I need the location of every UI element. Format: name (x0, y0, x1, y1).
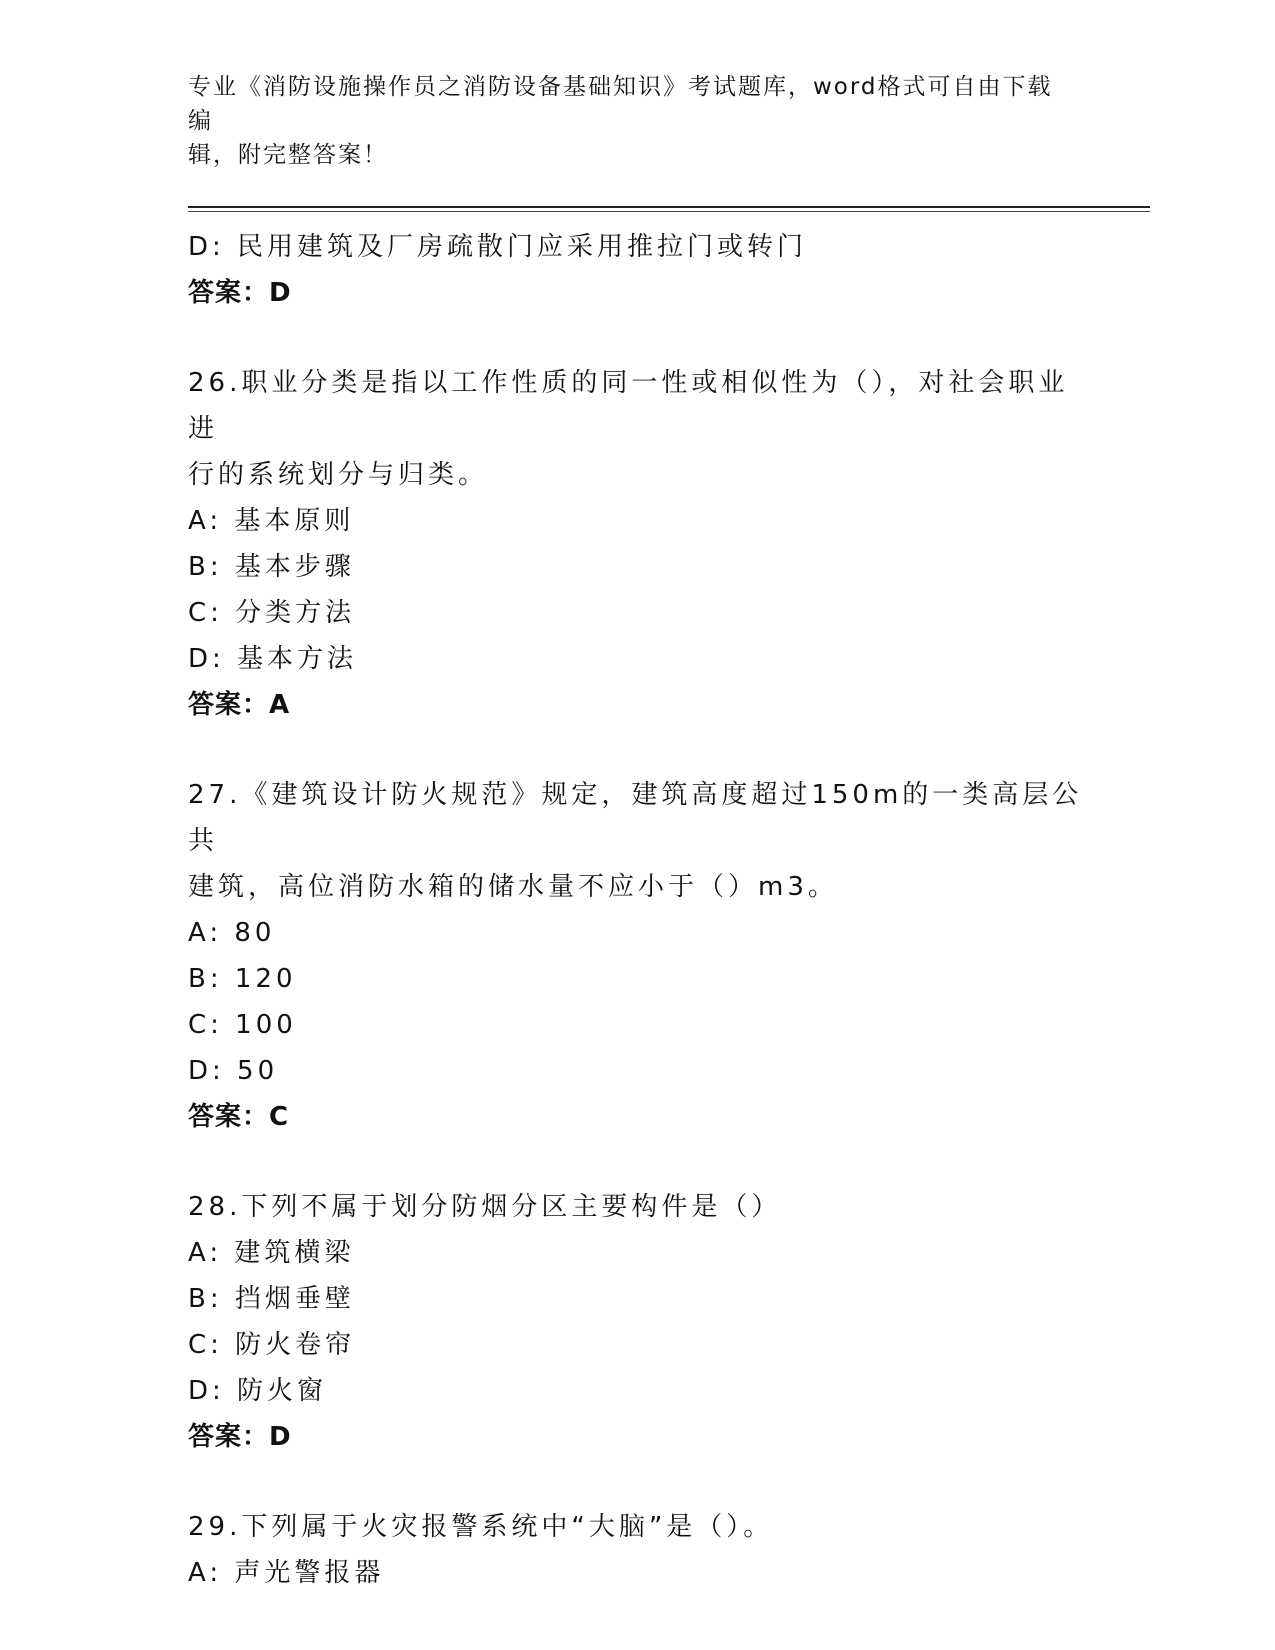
option-d: D: 防火窗 (188, 1376, 328, 1406)
option-c: C: 分类方法 (188, 598, 356, 628)
option-d: D: 50 (188, 1056, 279, 1086)
answer: 答案：D (188, 278, 292, 308)
option-b: B: 120 (188, 964, 297, 994)
option-a: A: 声光警报器 (188, 1558, 385, 1588)
question-text-line-1: 28.下列不属于划分防烟分区主要构件是（） (188, 1192, 782, 1222)
option-a: A: 基本原则 (188, 506, 355, 536)
question-list (188, 224, 1148, 1596)
header-line-2: 辑，附完整答案！ (188, 142, 388, 168)
option-b: B: 基本步骤 (188, 552, 355, 582)
document-header (188, 70, 1148, 172)
option-b: B: 挡烟垂壁 (188, 1284, 355, 1314)
question-text-line-1: 29.下列属于火灾报警系统中“大脑”是（）。 (188, 1512, 774, 1542)
header-line-1: 专业《消防设施操作员之消防设备基础知识》考试题库，word格式可自由下载编 (188, 74, 1053, 134)
option-c: C: 100 (188, 1010, 297, 1040)
option-d: D: 基本方法 (188, 644, 358, 674)
question-28 (188, 1184, 1148, 1460)
question-26 (188, 360, 1148, 728)
option-d: D: 民用建筑及厂房疏散门应采用推拉门或转门 (188, 232, 808, 262)
question-text-line-2: 行的系统划分与归类。 (188, 460, 489, 490)
answer: 答案：C (188, 1102, 290, 1132)
question-text-line-2: 建筑，高位消防水箱的储水量不应小于（）m3。 (188, 872, 838, 902)
question-27 (188, 772, 1148, 1140)
answer: 答案：D (188, 1422, 292, 1452)
option-a: A: 80 (188, 918, 276, 948)
question-29 (188, 1504, 1148, 1596)
answer: 答案：A (188, 690, 291, 720)
question-25-tail (188, 224, 1148, 316)
option-a: A: 建筑横梁 (188, 1238, 355, 1268)
question-text-line-1: 26.职业分类是指以工作性质的同一性或相似性为（），对社会职业进 (188, 368, 1069, 444)
document-page (188, 70, 1148, 1596)
option-c: C: 防火卷帘 (188, 1330, 356, 1360)
header-divider (188, 206, 1150, 212)
question-text-line-1: 27.《建筑设计防火规范》规定，建筑高度超过150m的一类高层公共 (188, 780, 1083, 856)
